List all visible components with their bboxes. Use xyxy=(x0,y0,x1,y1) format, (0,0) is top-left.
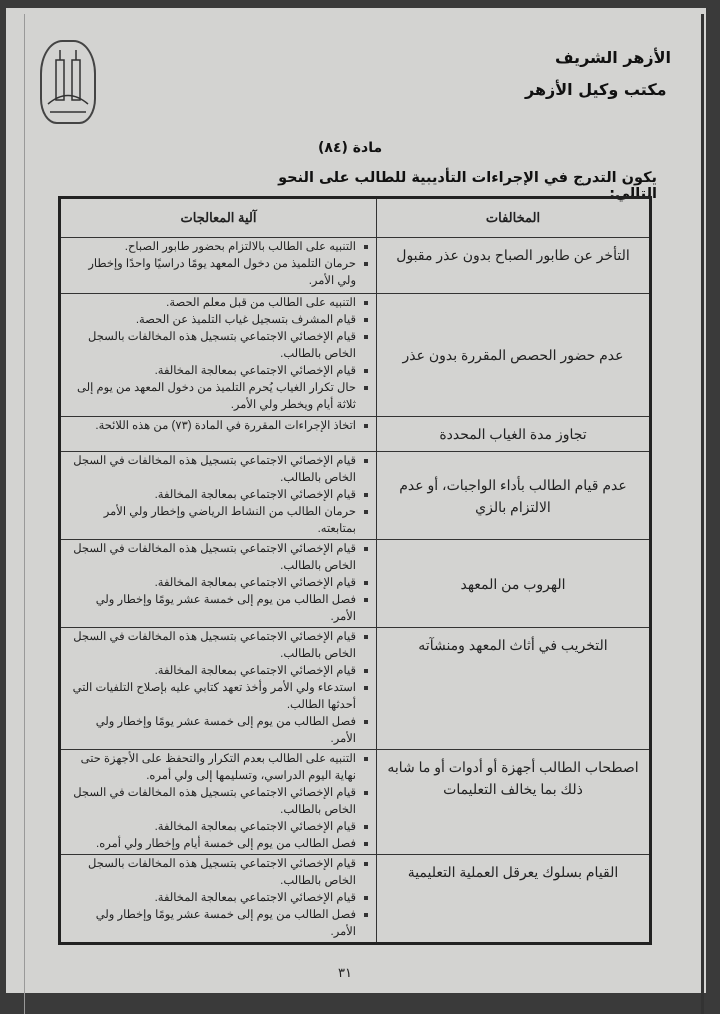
remedies-cell xyxy=(60,417,377,452)
remedy-item: فصل الطالب من يوم إلى خمسة عشر يومًا وإخطار ولي الأمر. xyxy=(69,907,356,941)
remedies-list xyxy=(69,856,370,941)
remedy-item: فصل الطالب من يوم إلى خمسة أيام وإخطار ولي أمره. xyxy=(69,836,356,853)
table-row xyxy=(60,855,651,944)
remedies-list xyxy=(69,751,370,853)
remedy-item: فصل الطالب من يوم إلى خمسة عشر يومًا وإخطار ولي الأمر. xyxy=(69,592,356,626)
violation-cell: اصطحاب الطالب أجهزة أو أدوات أو ما شابه ذلك بما يخالف التعليمات xyxy=(377,750,651,855)
remedy-item: قيام الإخصائي الاجتماعي بمعالجة المخالفة. xyxy=(69,819,356,836)
remedy-item: قيام الإخصائي الاجتماعي بتسجيل هذه المخالفات في السجل الخاص بالطالب. xyxy=(69,629,356,663)
remedy-item: قيام الإخصائي الاجتماعي بمعالجة المخالفة. xyxy=(69,890,356,907)
remedy-item: التنبيه على الطالب بالالتزام بحضور طابور الصباح. xyxy=(69,239,356,256)
violation-cell: التخريب في أثاث المعهد ومنشآته xyxy=(377,628,651,750)
remedy-item: قيام المشرف بتسجيل غياب التلميذ عن الحصة. xyxy=(69,312,356,329)
table-row xyxy=(60,628,651,750)
remedy-item: قيام الإخصائي الاجتماعي بمعالجة المخالفة. xyxy=(69,363,356,380)
office-name: مكتب وكيل الأزهر xyxy=(525,80,667,99)
remedies-cell xyxy=(60,628,377,750)
remedies-list xyxy=(69,418,370,435)
remedy-item: قيام الإخصائي الاجتماعي بمعالجة المخالفة. xyxy=(69,575,356,592)
remedies-list xyxy=(69,629,370,748)
table-row xyxy=(60,238,651,294)
intro-text: يكون التدرج في الإجراءات التأديبية للطالب على النحو التالي: xyxy=(278,170,657,202)
table-row xyxy=(60,417,651,452)
remedy-item: حال تكرار الغياب يُحرم التلميذ من دخول المعهد من يوم إلى ثلاثة أيام ويخطر ولي الأمر. xyxy=(69,380,356,414)
remedies-list xyxy=(69,239,370,290)
remedy-item: التنبيه على الطالب من قبل معلم الحصة. xyxy=(69,295,356,312)
remedy-item: قيام الإخصائي الاجتماعي بتسجيل هذه المخالفات في السجل الخاص بالطالب. xyxy=(69,785,356,819)
org-name: الأزهر الشريف xyxy=(555,48,672,67)
remedies-cell xyxy=(60,452,377,540)
violation-cell: عدم حضور الحصص المقررة بدون عذر xyxy=(377,294,651,417)
remedy-item: قيام الإخصائي الاجتماعي بتسجيل هذه المخالفات في السجل الخاص بالطالب. xyxy=(69,541,356,575)
violation-cell: التأخر عن طابور الصباح بدون عذر مقبول xyxy=(377,238,651,294)
page-number: ٣١ xyxy=(338,966,352,981)
remedy-item: اتخاذ الإجراءات المقررة في المادة (٧٣) من هذه اللائحة. xyxy=(69,418,356,435)
table-row xyxy=(60,452,651,540)
remedies-cell xyxy=(60,855,377,944)
table-row xyxy=(60,540,651,628)
remedy-item: قيام الإخصائي الاجتماعي بمعالجة المخالفة. xyxy=(69,487,356,504)
remedies-list xyxy=(69,541,370,626)
table-row xyxy=(60,750,651,855)
remedies-cell xyxy=(60,294,377,417)
remedies-list xyxy=(69,295,370,414)
remedy-item: فصل الطالب من يوم إلى خمسة عشر يومًا وإخطار ولي الأمر. xyxy=(69,714,356,748)
violation-cell: الهروب من المعهد xyxy=(377,540,651,628)
remedy-item: قيام الإخصائي الاجتماعي بتسجيل هذه المخالفات في السجل الخاص بالطالب. xyxy=(69,453,356,487)
remedy-item: قيام الإخصائي الاجتماعي بمعالجة المخالفة. xyxy=(69,663,356,680)
remedies-cell xyxy=(60,750,377,855)
violation-cell: تجاوز مدة الغياب المحددة xyxy=(377,417,651,452)
violation-cell: القيام بسلوك يعرقل العملية التعليمية xyxy=(377,855,651,944)
violation-cell: عدم قيام الطالب بأداء الواجبات، أو عدم الالتزام بالزي xyxy=(377,452,651,540)
remedy-item: استدعاء ولي الأمر وأخذ تعهد كتابي عليه بإصلاح التلفيات التي أحدثها الطالب. xyxy=(69,680,356,714)
disciplinary-table xyxy=(58,196,652,945)
article-number: مادة (٨٤) xyxy=(318,140,383,156)
remedy-item: التنبيه على الطالب بعدم التكرار والتحفظ على الأجهزة حتى نهاية اليوم الدراسي، وتسليمها إلى ولي أمره. xyxy=(69,751,356,785)
remedies-list xyxy=(69,453,370,538)
remedy-item: حرمان الطالب من النشاط الرياضي وإخطار ولي الأمر بمتابعته. xyxy=(69,504,356,538)
header-remedies: آلية المعالجات xyxy=(60,198,377,238)
remedies-cell xyxy=(60,540,377,628)
remedy-item: قيام الإخصائي الاجتماعي بتسجيل هذه المخالفات بالسجل الخاص بالطالب. xyxy=(69,329,356,363)
remedy-item: حرمان التلميذ من دخول المعهد يومًا دراسيًا واحدًا وإخطار ولي الأمر. xyxy=(69,256,356,290)
al-azhar-logo-icon xyxy=(40,40,96,124)
table-row xyxy=(60,294,651,417)
remedy-item: قيام الإخصائي الاجتماعي بتسجيل هذه المخالفات بالسجل الخاص بالطالب. xyxy=(69,856,356,890)
remedies-cell xyxy=(60,238,377,294)
header-violations: المخالفات xyxy=(377,198,651,238)
